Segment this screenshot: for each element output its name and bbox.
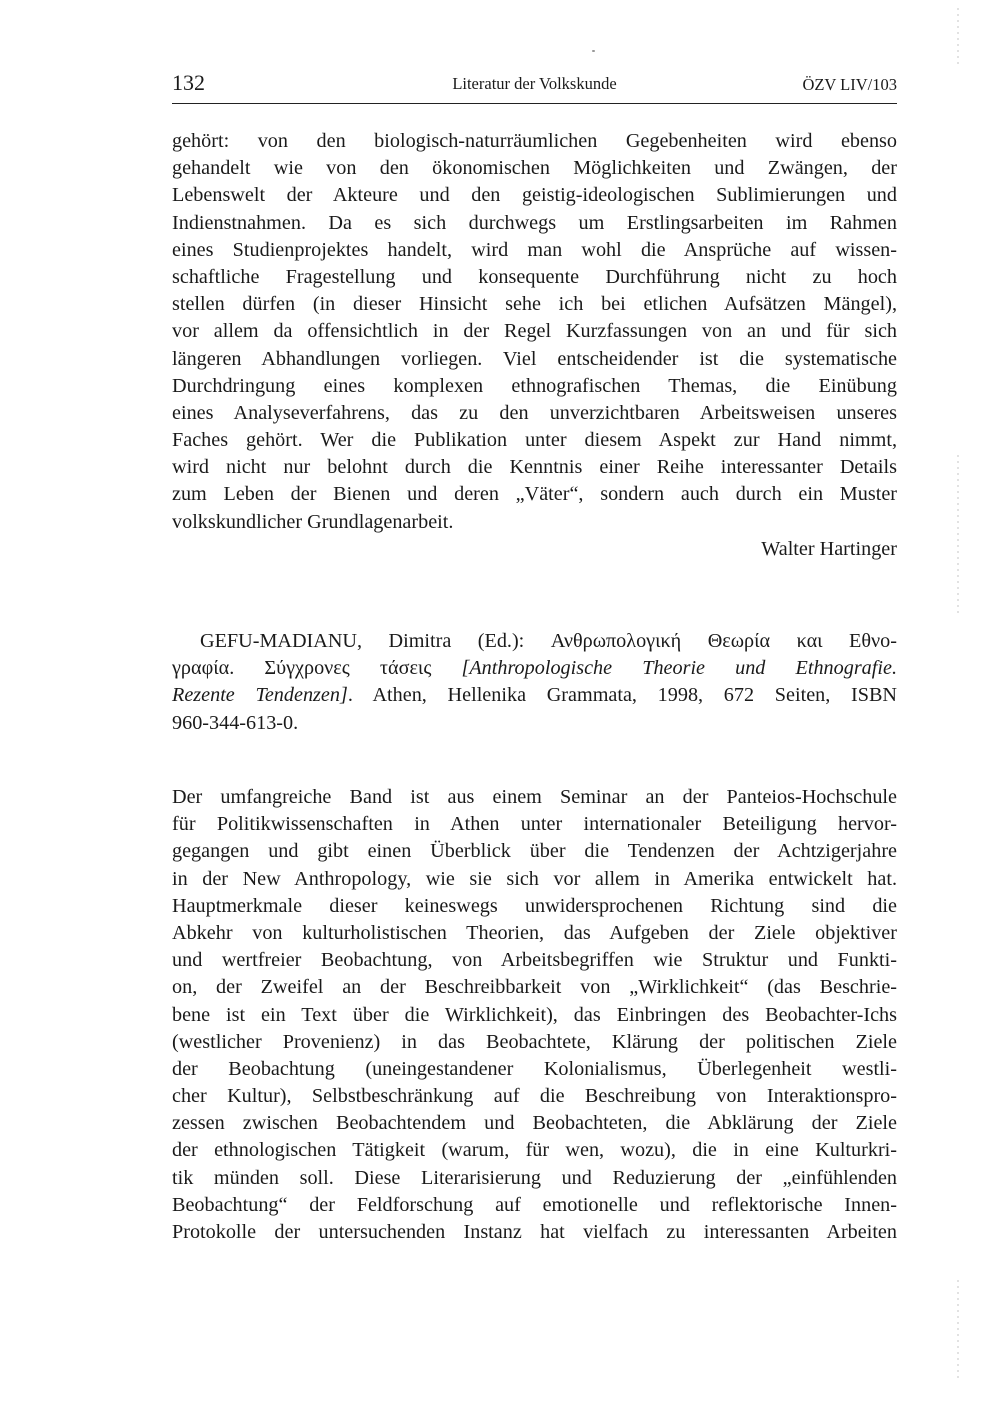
scan-edge-artifact (957, 1280, 959, 1380)
text-line: für Politikwissenschaften in Athen unter internationaler Beteiligung hervor- (172, 813, 897, 836)
text-line: on, der Zweifel an der Beschreibbarkeit von „Wirklichkeit“ (das Beschrie- (172, 976, 897, 999)
text-line: eines Analyseverfahrens, das zu den unverzichtbaren Arbeitsweisen unseres (172, 401, 897, 424)
text-line: Hauptmerkmale dieser keineswegs unwidersprochenen Richtung sind die (172, 894, 897, 917)
review-1-paragraph (172, 128, 897, 536)
bib-author: GEFU-MADIANU, Dimitra (Ed.): (200, 630, 551, 652)
page-number: 132 (172, 70, 205, 95)
text-line: zessen zwischen Beobachtendem und Beobachteten, die Abklärung der Ziele (172, 1112, 897, 1135)
running-header-title: Literatur der Volkskunde (452, 74, 617, 93)
text-line: Protokolle der untersuchenden Instanz hat vielfach zu interessanten Arbeiten (172, 1221, 897, 1243)
text-line: eines Studienprojektes handelt, wird man wohl die Ansprüche auf wissen- (172, 238, 897, 261)
text-line: Abkehr von kulturholistischen Theorien, das Aufgeben der Ziele objektiver (172, 921, 897, 944)
bib-greek-title: Ανθρωπολογική Θεωρία και Εθνο- (550, 630, 897, 652)
reviewer-signature: Walter Hartinger (761, 538, 897, 560)
text-line: Lebenswelt der Akteure und den geistig-ideologischen Sublimierungen und (172, 184, 897, 207)
text-line: gehandelt wie von den ökonomischen Möglichkeiten und Zwängen, der (172, 157, 897, 180)
text-line: zum Leben der Bienen und deren „Väter“, sondern auch durch ein Muster (172, 483, 897, 506)
text-line: der Beobachtung (uneingestandener Kolonialismus, Überlegenheit westli- (172, 1057, 897, 1080)
text-line: gehört: von den biologisch-naturräumlichen Gegebenheiten wird ebenso (172, 130, 897, 152)
text-line: (westlicher Provenienz) in das Beobachtete, Klärung der politischen Ziele (172, 1030, 897, 1053)
scan-edge-artifact (957, 8, 959, 68)
journal-reference: ÖZV LIV/103 (802, 75, 897, 94)
text-line: Durchdringung eines komplexen ethnografischen Themas, die Einübung (172, 374, 897, 397)
text-line: Der umfangreiche Band ist aus einem Seminar an der Panteios-Hochschule (172, 786, 897, 808)
bib-isbn: 960-344-613-0. (172, 711, 299, 734)
text-line: cher Kultur), Selbstbeschränkung auf die Beschreibung von Interaktionspro- (172, 1085, 897, 1108)
bib-publication: . Athen, Hellenika Grammata, 1998, 672 Seiten, ISBN (347, 684, 897, 707)
bib-line (172, 682, 897, 709)
bib-greek-title-cont: γραφία. (172, 657, 265, 680)
text-line: bene ist ein Text über die Wirklichkeit), das Einbringen des Beobachter-Ichs (172, 1003, 897, 1026)
review-2-paragraph (172, 784, 897, 1246)
text-line: wird nicht nur belohnt durch die Kenntnis einer Reihe interessanter Details (172, 456, 897, 479)
scan-dust-speck (592, 50, 595, 52)
header-divider (172, 103, 897, 104)
text-line: und wertfreier Beobachtung, von Arbeitsbegriffen wie Struktur und Funkti- (172, 949, 897, 972)
text-line: der ethnologischen Tätigkeit (warum, für wen, wozu), die in eine Kulturkri- (172, 1139, 897, 1162)
text-line: gegangen und gibt einen Überblick über die Tendenzen der Achtzigerjahre (172, 840, 897, 863)
text-line: stellen dürfen (in dieser Hinsicht sehe ich bei etlichen Aufsätzen Mängel), (172, 293, 897, 316)
text-line: Faches gehört. Wer die Publikation unter diesem Aspekt zur Hand nimmt, (172, 429, 897, 452)
text-line: schaftliche Fragestellung und konsequente Durchführung nicht zu hoch (172, 265, 897, 288)
bib-translation: [Anthropologische Theorie und Ethnografie. (461, 657, 897, 680)
bib-translation-cont: Rezente Tendenzen] (172, 684, 348, 707)
text-line: längeren Abhandlungen vorliegen. Viel entscheidender ist die systematische (172, 347, 897, 370)
running-header (172, 70, 897, 98)
bib-line (172, 628, 897, 655)
scan-edge-artifact (957, 455, 959, 615)
bibliographic-entry (172, 628, 897, 737)
text-line: Indienstnahmen. Da es sich durchwegs um Erstlingsarbeiten im Rahmen (172, 211, 897, 234)
text-line: volkskundlicher Grundlagenarbeit. (172, 510, 454, 533)
bib-line (172, 655, 897, 682)
text-line: in der New Anthropology, wie sie sich vor allem in Amerika entwickelt hat. (172, 867, 897, 890)
text-line: tik münden soll. Diese Literarisierung und Reduzierung der „einfühlenden (172, 1166, 897, 1189)
bib-greek-subtitle: Σύγχρονες τάσεις (264, 657, 462, 680)
bib-line (172, 710, 897, 737)
text-line: vor allem da offensichtlich in der Regel Kurzfassungen von an und für sich (172, 320, 897, 343)
text-line: Beobachtung“ der Feldforschung auf emotionelle und reflektorische Innen- (172, 1193, 897, 1216)
